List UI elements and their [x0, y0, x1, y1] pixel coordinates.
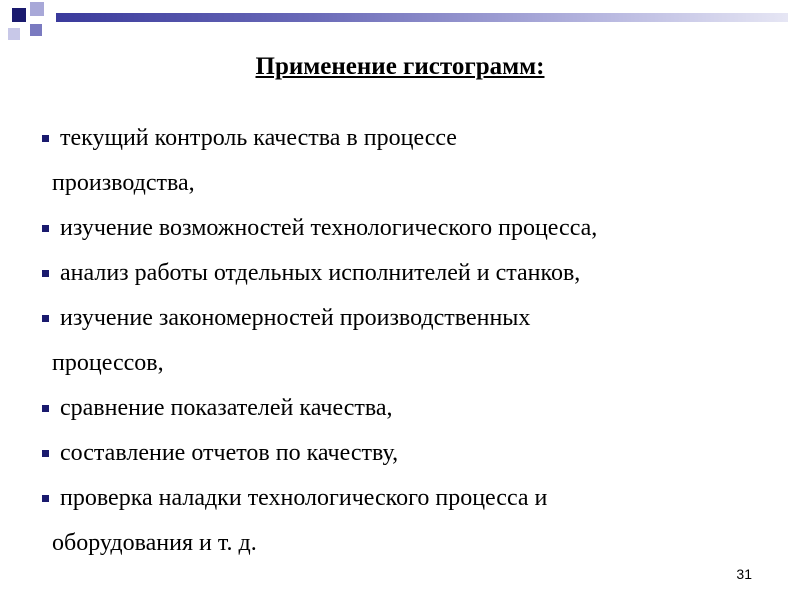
list-item [40, 296, 790, 386]
bullet-icon [42, 450, 49, 457]
square-icon [30, 24, 42, 36]
list-item-continuation: производства, [52, 170, 195, 196]
bullet-icon [42, 495, 49, 502]
list-item-text: изучение закономерностей производственных [60, 305, 531, 331]
corner-squares-decoration [0, 0, 60, 50]
list-item-text: составление отчетов по качеству, [60, 440, 399, 466]
list-item-text: сравнение показателей качества, [60, 395, 393, 421]
list-item [40, 116, 790, 206]
list-item-text: изучение возможностей технологического процесса, [60, 215, 598, 241]
list-item-text: текущий контроль качества в процессе [60, 125, 457, 151]
list-item [40, 251, 790, 296]
bullet-list [40, 116, 790, 566]
list-item-continuation: оборудования и т. д. [52, 530, 257, 556]
bullet-icon [42, 315, 49, 322]
square-icon [12, 8, 26, 22]
square-icon [30, 2, 44, 16]
bullet-icon [42, 405, 49, 412]
list-item [40, 431, 790, 476]
slide-title: Применение гистограмм: [255, 53, 545, 80]
bullet-icon [42, 270, 49, 277]
square-icon [8, 28, 20, 40]
list-item [40, 386, 790, 431]
list-item [40, 206, 790, 251]
page-number: 31 [736, 566, 752, 582]
top-gradient-bar [56, 13, 788, 22]
list-item-text: проверка наладки технологического процесса и [60, 485, 548, 511]
bullet-icon [42, 135, 49, 142]
list-item-continuation: процессов, [52, 350, 164, 376]
list-item [40, 476, 790, 566]
bullet-icon [42, 225, 49, 232]
list-item-text: анализ работы отдельных исполнителей и станков, [60, 260, 581, 286]
